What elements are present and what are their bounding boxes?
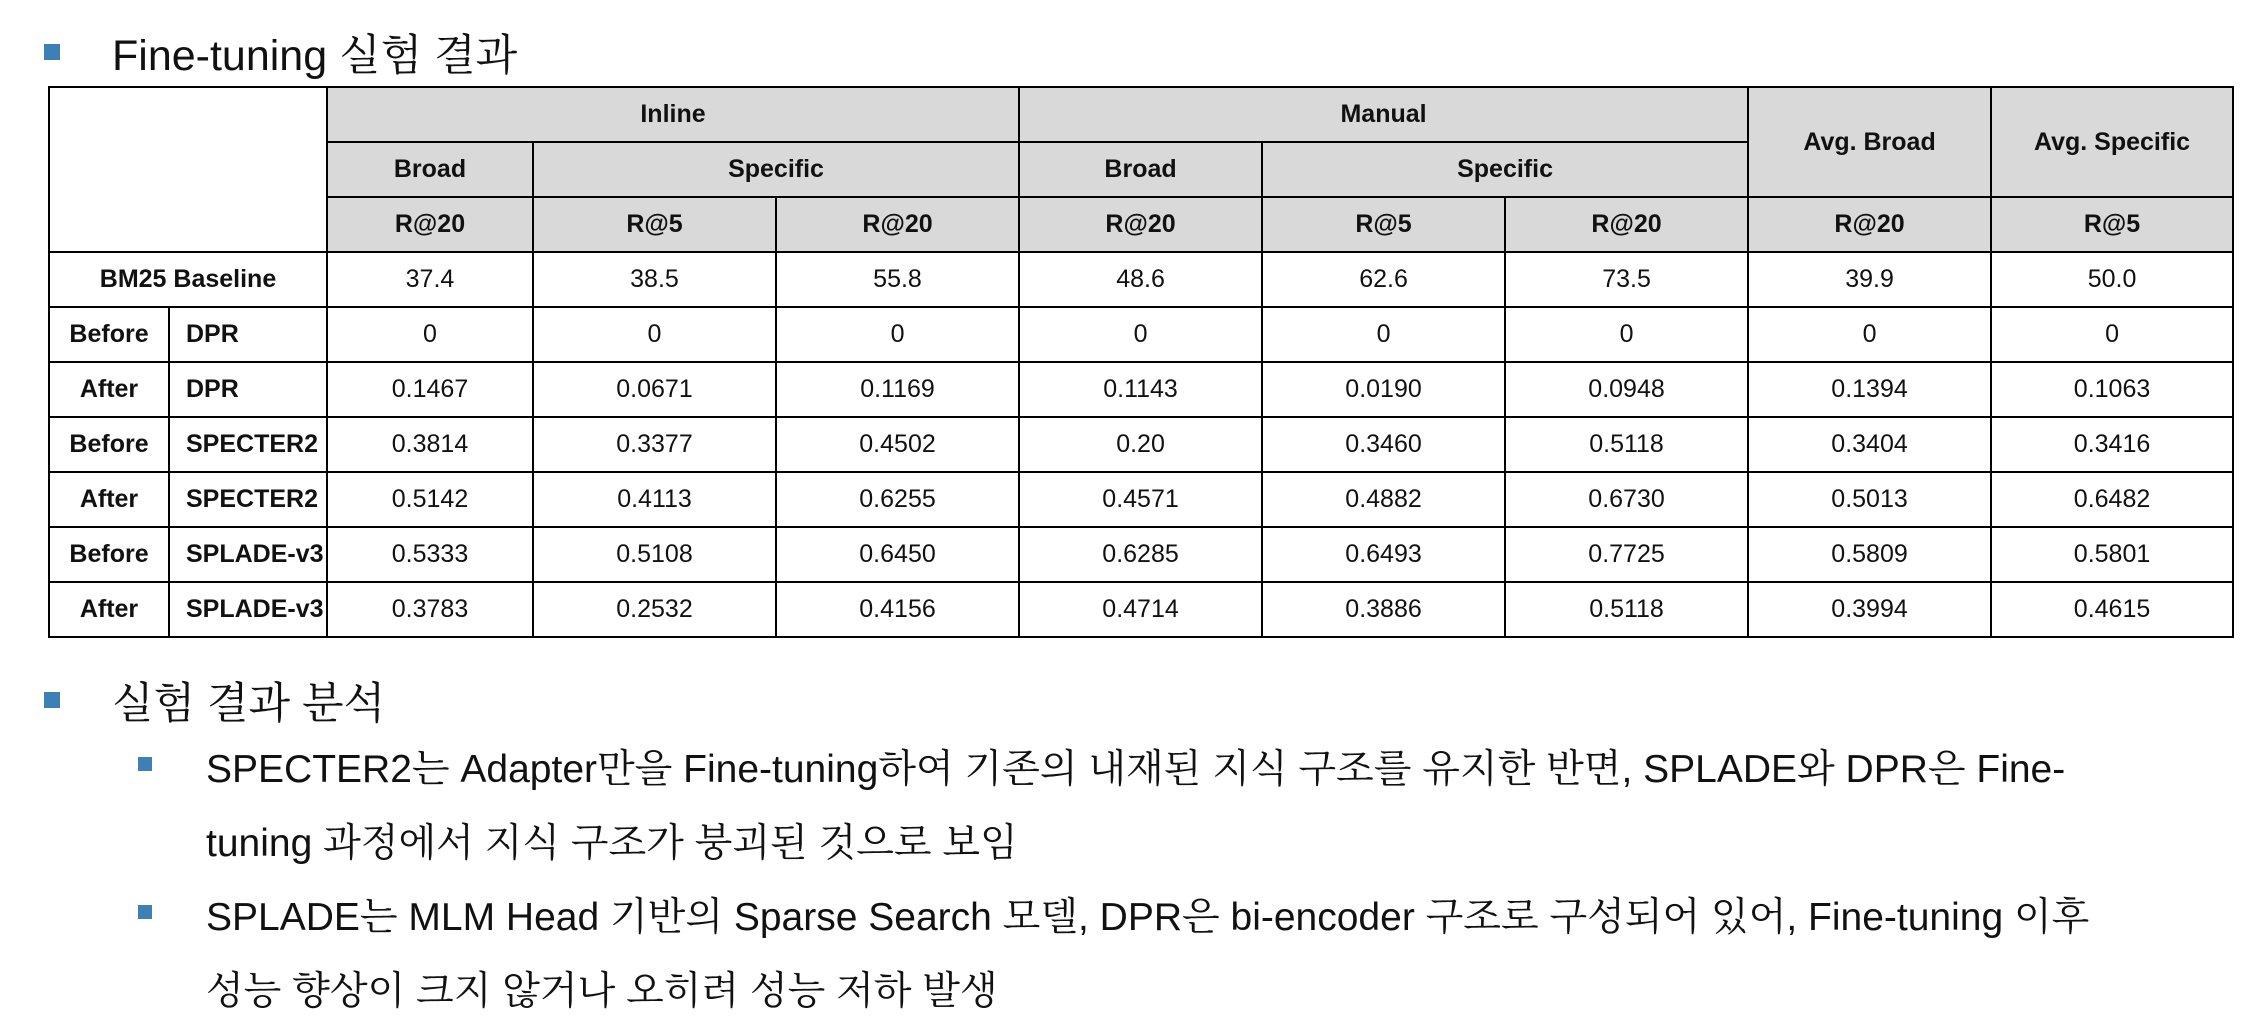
table-cell: 0.6730 — [1505, 472, 1748, 527]
header-row-groups — [49, 87, 2233, 142]
metric-header: R@20 — [1019, 197, 1262, 252]
table-cell: 0 — [1991, 307, 2233, 362]
square-bullet-icon — [44, 692, 60, 708]
section-heading-results — [44, 22, 517, 82]
group-header-avg-specific: Avg. Specific — [1991, 87, 2233, 197]
table-cell: 0.5801 — [1991, 527, 2233, 582]
table-cell: 0.3783 — [327, 582, 533, 637]
model-label: SPLADE-v3 — [169, 527, 327, 582]
stage-label: After — [49, 472, 169, 527]
table-cell: 0.6450 — [776, 527, 1019, 582]
table-cell: 0.7725 — [1505, 527, 1748, 582]
model-label: SPLADE-v3 — [169, 582, 327, 637]
table-cell: 73.5 — [1505, 252, 1748, 307]
table-cell: 0.5118 — [1505, 582, 1748, 637]
baseline-label: BM25 Baseline — [49, 252, 327, 307]
group-header-manual: Manual — [1019, 87, 1748, 142]
metric-header: R@5 — [1991, 197, 2233, 252]
group-header-inline: Inline — [327, 87, 1019, 142]
subheader-inline-broad: Broad — [327, 142, 533, 197]
metric-header: R@20 — [1505, 197, 1748, 252]
table-row — [49, 472, 2233, 527]
subheader-manual-broad: Broad — [1019, 142, 1262, 197]
metric-header: R@20 — [776, 197, 1019, 252]
table-cell: 0.3886 — [1262, 582, 1505, 637]
subheader-inline-specific: Specific — [533, 142, 1019, 197]
heading-text: 실험 결과 분석 — [112, 679, 386, 728]
metric-header: R@5 — [533, 197, 776, 252]
bullet-line-text: 성능 향상이 크지 않거나 오히려 성능 저하 발생 — [206, 970, 998, 1013]
table-cell: 39.9 — [1748, 252, 1991, 307]
table-cell: 0 — [327, 307, 533, 362]
corner-cell — [49, 87, 327, 252]
heading-text: Fine-tuning 실험 결과 — [112, 31, 518, 80]
square-bullet-icon — [138, 905, 152, 919]
model-label: DPR — [169, 362, 327, 417]
table-cell: 0 — [533, 307, 776, 362]
table-cell: 0.0190 — [1262, 362, 1505, 417]
table-cell: 0.4714 — [1019, 582, 1262, 637]
stage-label: Before — [49, 417, 169, 472]
table-cell: 0.4571 — [1019, 472, 1262, 527]
table-cell: 0.4113 — [533, 472, 776, 527]
section-heading-analysis — [44, 670, 385, 730]
analysis-bullet-1 — [206, 733, 2065, 881]
header-row-metrics — [49, 197, 2233, 252]
table-cell: 0.0671 — [533, 362, 776, 417]
table-cell: 62.6 — [1262, 252, 1505, 307]
table-cell: 0.4502 — [776, 417, 1019, 472]
table-cell: 0.20 — [1019, 417, 1262, 472]
table-cell: 0.4156 — [776, 582, 1019, 637]
table-cell: 0.3377 — [533, 417, 776, 472]
table-cell: 0.6285 — [1019, 527, 1262, 582]
table-cell: 0.1143 — [1019, 362, 1262, 417]
group-header-avg-broad: Avg. Broad — [1748, 87, 1991, 197]
model-label: DPR — [169, 307, 327, 362]
table-cell: 0 — [1748, 307, 1991, 362]
stage-label: After — [49, 362, 169, 417]
table-cell: 55.8 — [776, 252, 1019, 307]
table-cell: 0.4615 — [1991, 582, 2233, 637]
bullet-line-text: SPECTER2는 Adapter만을 Fine-tuning하여 기존의 내재된 지식 구조를 유지한 반면, SPLADE와 DPR은 Fine- — [206, 748, 2066, 791]
stage-label: After — [49, 582, 169, 637]
table-cell: 48.6 — [1019, 252, 1262, 307]
table-cell: 0.4882 — [1262, 472, 1505, 527]
table-row — [49, 582, 2233, 637]
stage-label: Before — [49, 307, 169, 362]
table-cell: 37.4 — [327, 252, 533, 307]
table-cell: 0.1394 — [1748, 362, 1991, 417]
table-cell: 0.1169 — [776, 362, 1019, 417]
model-label: SPECTER2 — [169, 472, 327, 527]
metric-header: R@20 — [327, 197, 533, 252]
table-cell: 0.3416 — [1991, 417, 2233, 472]
model-label: SPECTER2 — [169, 417, 327, 472]
table-cell: 0.5013 — [1748, 472, 1991, 527]
table-row — [49, 527, 2233, 582]
table-cell: 0.5118 — [1505, 417, 1748, 472]
bullet-line-text: tuning 과정에서 지식 구조가 붕괴된 것으로 보임 — [206, 822, 1018, 865]
square-bullet-icon — [138, 757, 152, 771]
table-cell: 0.3814 — [327, 417, 533, 472]
table-row — [49, 307, 2233, 362]
table-cell: 38.5 — [533, 252, 776, 307]
square-bullet-icon — [44, 44, 60, 60]
table-cell: 0.5809 — [1748, 527, 1991, 582]
table-cell: 0.3460 — [1262, 417, 1505, 472]
table-row — [49, 362, 2233, 417]
table-cell: 0.2532 — [533, 582, 776, 637]
table-cell: 0.5108 — [533, 527, 776, 582]
subheader-manual-specific: Specific — [1262, 142, 1748, 197]
table-cell: 0.6493 — [1262, 527, 1505, 582]
metric-header: R@5 — [1262, 197, 1505, 252]
table-cell: 0.1063 — [1991, 362, 2233, 417]
table-row — [49, 417, 2233, 472]
table-cell: 0.1467 — [327, 362, 533, 417]
table-row-baseline — [49, 252, 2233, 307]
table-cell: 0.6255 — [776, 472, 1019, 527]
bullet-line-text: SPLADE는 MLM Head 기반의 Sparse Search 모델, DPR은 bi-encoder 구조로 구성되어 있어, Fine-tuning 이후 — [206, 896, 2090, 939]
table-cell: 0.5333 — [327, 527, 533, 582]
results-table — [48, 86, 2234, 638]
stage-label: Before — [49, 527, 169, 582]
table-cell: 0 — [776, 307, 1019, 362]
analysis-bullet-2 — [206, 881, 2089, 1029]
table-cell: 0.5142 — [327, 472, 533, 527]
table-cell: 0.6482 — [1991, 472, 2233, 527]
table-cell: 0 — [1019, 307, 1262, 362]
table-cell: 0.3404 — [1748, 417, 1991, 472]
table-cell: 50.0 — [1991, 252, 2233, 307]
table-cell: 0.0948 — [1505, 362, 1748, 417]
metric-header: R@20 — [1748, 197, 1991, 252]
table-cell: 0.3994 — [1748, 582, 1991, 637]
table-cell: 0 — [1262, 307, 1505, 362]
table-cell: 0 — [1505, 307, 1748, 362]
